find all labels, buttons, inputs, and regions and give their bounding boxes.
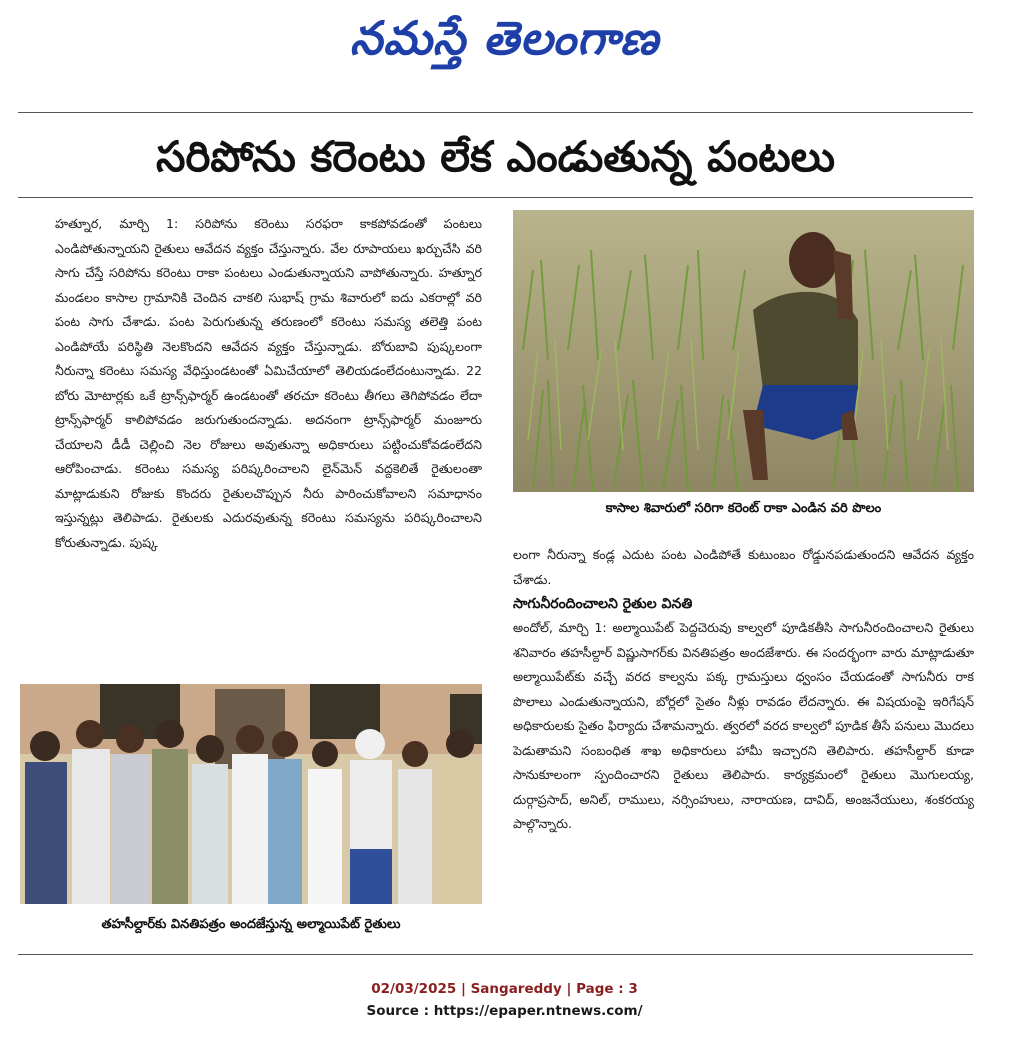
left-article-text: హత్నూర, మార్చి 1: సరిపోను కరెంటు సరఫరా కాకపోవడంతో పంటలు ఎండిపోతున్నాయని రైతులు ఆవేదన వ్యక్తం చేస్తున్నారు. వేల రూపాయలు ఖర్చుచేసి వరి సాగు చేస్తే సరిపోను కరెంటు రాకా పంటలు ఎండుతున్నాయని వాపోతున్నారు. హత్నూర మండలం కాసాల గ్రామానికి చెందిన చాకలి సుభాష్ గ్రామ శివారులో ఐదు ఎకరాల్లో వరి పంట సాగు చేశాడు. పంట పెరుగుతున్న తరుణంలో కరెంటు సమస్య తలెత్తి పంట ఎండిపోయే పరిస్థితి నెలకొందని ఆవేదన వ్యక్తం చేస్తున్నాడు. బోరుబావి పుష్కలంగా నీరున్నా కరెంటు సమస్య వేధిస్తుండటంతో ఏమిచేయాలో తెలియడంలేదంటున్నాడు. 22 బోరు మోటార్లకు ఒకే ట్రాన్స్‌ఫార్మర్ ఉండటంతో తరచూ కరెంటు తీగలు తెగిపోవడం లేదా ట్రాన్స్‌ఫార్మర్ కాలిపోవడం జరుగుతుందన్నాడు. అదనంగా ట్రాన్స్‌ఫార్మర్ మంజూరు చేయాలని డీడీ చెల్లించి నెల రోజులు అవుతున్నా అధికారులు పట్టించుకోవడంలేదని ఆరోపించాడు. కరెంటు సమస్య పరిష్కరించాలని లైన్‌మెన్ వద్దకెలితే రైతులంతా మాట్లాడుకుని రోజుకు కొందరు రైతులచొప్పున నీరు పారించుకోవాలని సమాధానం ఇస్తున్నట్లు తెలిపాడు. రైతులకు ఎదురవుతున్న కరెంటు సమస్యను పరిష్కరించాలని కోరుతున్నాడు. పుష్క	[55, 216, 482, 550]
crop-field-caption: కాసాల శివారులో సరిగా కరెంట్ రాకా ఎండిన వరి పొలం	[605, 501, 882, 516]
farmers-photo-caption: తహసీల్దార్‌కు వినతిపత్రం అందజేస్తున్న అల్మాయిపేట్ రైతులు	[101, 917, 401, 932]
right-column-body	[513, 543, 974, 945]
farmers-group-photo	[20, 684, 482, 904]
footer-divider	[18, 954, 973, 955]
second-article-subheading: సాగునీరందించాలని రైతుల వినతి	[513, 596, 693, 612]
second-article-text: అందోల్, మార్చి 1: అల్మాయిపేట్ పెద్దచెరువు కాల్వలో పూడికతీసి సాగునీరందించాలని రైతులు శనివారం తహసీల్దార్ విష్ణుసాగర్‌కు వినతిపత్రం అందజేశారు. ఈ సందర్భంగా వారు మాట్లాడుతూ అల్మాయిపేట్‌కు వచ్చే వరద కాల్వను పక్క గ్రామస్తులు ధ్వంసం చేయడంతో సాగునీరు రాక పొలాలు ఎండుతున్నాయని, బోర్లలో సైతం నీళ్లు రావడం లేదన్నారు. ఈ విషయంపై ఇరిగేషన్ అధికారులకు సైతం ఫిర్యాదు చేశామన్నారు. త్వరలో వరద కాల్వలో పూడిక తీసే పనులు మొదలు పెడుతామని సంబంధిత శాఖ అధికారులు హామీ ఇచ్చారని తెలిపారు. తహసీల్దార్ కూడా సానుకూలంగా స్పందించారని రైతులు తెలిపారు. కార్యక్రమంలో రైతులు మొగులయ్య, దుర్గాప్రసాద్, అనిల్, రాములు, నర్సింహులు, నారాయణ, దావిద్, అంజనేయులు, శంకరయ్య పాల్గొన్నారు.	[513, 620, 974, 831]
headline-divider	[18, 197, 973, 198]
continuation-text: లంగా నీరున్నా కండ్ల ఎదుట పంట ఎండిపోతే కుటుంబం రోడ్డునపడుతుందని ఆవేదన వ్యక్తం చేశాడు.	[513, 547, 974, 587]
footer-date-page: 02/03/2025 | Sangareddy | Page : 3	[371, 981, 638, 997]
header-divider	[18, 112, 973, 113]
masthead-logo: నమస్తే తెలంగాణ	[349, 11, 660, 65]
left-article-body	[55, 212, 482, 677]
article-headline: సరిపోను కరెంటు లేక ఎండుతున్న పంటలు	[156, 132, 835, 181]
crop-field-photo	[513, 210, 974, 492]
footer-source-link[interactable]: Source : https://epaper.ntnews.com/	[366, 1003, 643, 1019]
